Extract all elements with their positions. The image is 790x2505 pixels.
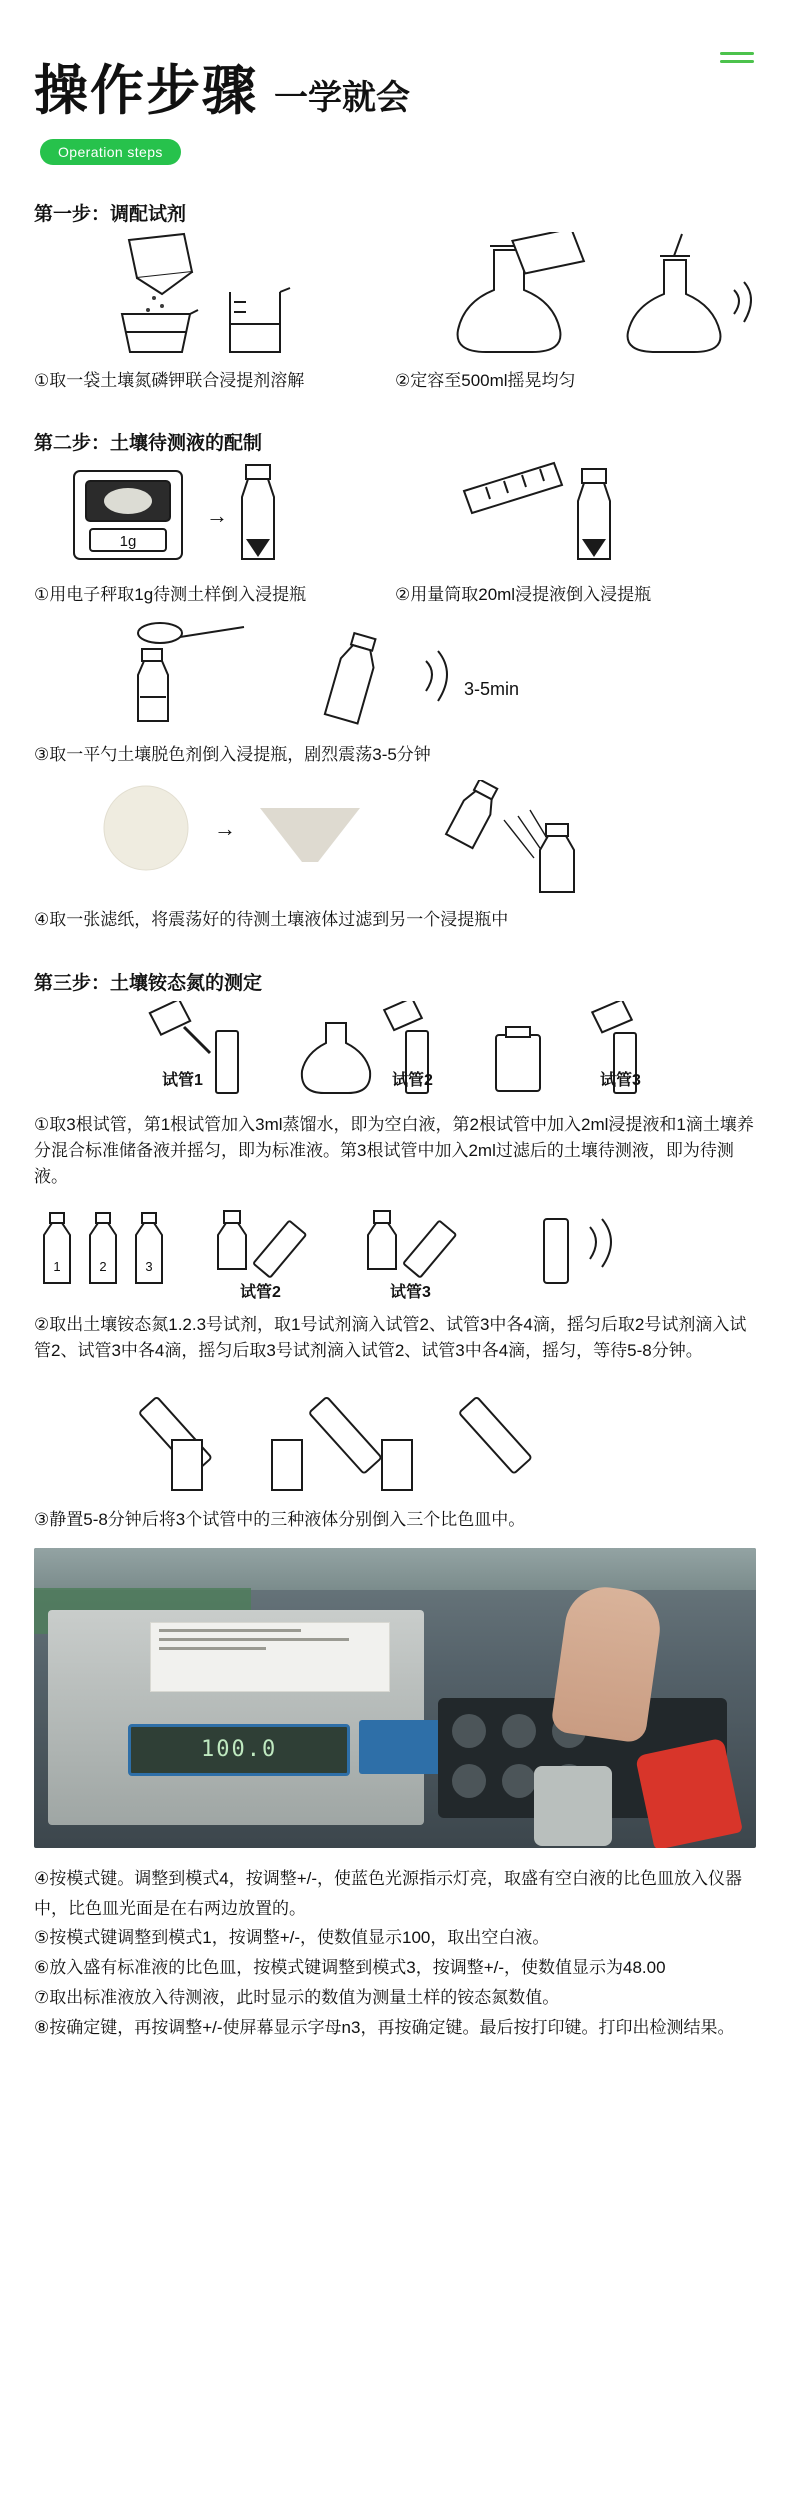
photo-reagent-bottle-gray bbox=[534, 1766, 612, 1846]
step2-figure-a bbox=[34, 461, 756, 576]
step2-caption-4: ④取一张滤纸，将震荡好的待测土壤液体过滤到另一个浸提瓶中 bbox=[34, 910, 509, 930]
step2-illustration-c bbox=[34, 780, 756, 896]
step2-heading: 第二步：土壤待测液的配制 bbox=[34, 432, 263, 454]
final-step-8: ⑧按确定键，再按调整+/-使屏幕显示字母n3，再按确定键。最后按打印键。打印出检测结果。 bbox=[34, 2017, 735, 2037]
step3-illustration-c bbox=[34, 1378, 756, 1496]
final-step-7: ⑦取出标准液放入待测液，此时显示的数值为测量土样的铵态氮数值。 bbox=[34, 1987, 560, 2007]
hamburger-menu-icon[interactable] bbox=[720, 52, 754, 72]
step2-figure-c bbox=[34, 780, 756, 901]
final-steps-list bbox=[34, 1864, 756, 2083]
step2-caption-2: ②用量筒取20ml浸提液倒入浸提瓶 bbox=[395, 584, 652, 604]
step1-figure bbox=[34, 232, 756, 362]
step2-illustration-a bbox=[34, 461, 756, 571]
soil-nutrient-tester-photo bbox=[34, 1548, 756, 1848]
hamburger-line bbox=[720, 60, 754, 63]
svg-text:试管3: 试管3 bbox=[390, 1283, 431, 1301]
step2-figure-b bbox=[34, 621, 756, 736]
page-title bbox=[34, 0, 756, 125]
svg-text:→: → bbox=[214, 816, 236, 842]
svg-text:试管2: 试管2 bbox=[392, 1071, 433, 1089]
hamburger-line bbox=[720, 52, 754, 55]
step3-figure-c bbox=[34, 1378, 756, 1501]
photo-reagent-bottle-red bbox=[635, 1737, 743, 1847]
final-step-5: ⑤按模式键调整到模式1，按调整+/-，使数值显示100，取出空白液。 bbox=[34, 1928, 550, 1948]
final-step-4: ④按模式键。调整到模式4，按调整+/-，使蓝色光源指示灯亮，取盛有空白液的比色皿放入仪器中，比色皿光面是在右两边放置的。 bbox=[34, 1868, 743, 1918]
svg-text:3: 3 bbox=[145, 1258, 153, 1274]
step2-caption-3: ③取一平勺土壤脱色剂倒入浸提瓶，剧烈震荡3-5分钟 bbox=[34, 745, 431, 764]
step1-caption-2: ②定容至500ml摇晃均匀 bbox=[395, 371, 576, 390]
final-step-6: ⑥放入盛有标准液的比色皿，按模式键调整到模式3，按调整+/-，使数值显示为48.00 bbox=[34, 1958, 666, 1977]
step1-caption-1: ①取一袋土壤氮磷钾联合浸提剂溶解 bbox=[34, 371, 305, 390]
step3-illustration-a bbox=[34, 1001, 756, 1101]
step1-illustration bbox=[34, 232, 756, 357]
step2-captions-a bbox=[34, 582, 756, 608]
photo-printed-paper bbox=[150, 1622, 390, 1692]
svg-text:1g: 1g bbox=[119, 532, 137, 550]
photo-lcd-display bbox=[128, 1724, 351, 1776]
step3-figure-b bbox=[34, 1205, 756, 1306]
svg-text:1: 1 bbox=[53, 1258, 61, 1274]
step3-illustration-b bbox=[34, 1205, 756, 1301]
step3-caption-1: ①取3根试管，第1根试管加入3ml蒸馏水，即为空白液，第2根试管中加入2ml浸提液和1滴土壤养分混合标准储备液并摇匀，即为标准液。第3根试管中加入2ml过滤后的土壤待测液，即为待测液。 bbox=[34, 1114, 754, 1187]
svg-text:试管3: 试管3 bbox=[600, 1071, 641, 1089]
operation-steps-badge: Operation steps bbox=[40, 139, 181, 165]
step3-caption-2: ②取出土壤铵态氮1.2.3号试剂，取1号试剂滴入试管2、试管3中各4滴，摇匀后取2号试剂滴入试管2、试管3中各4滴，摇匀后取3号试剂滴入试管2、试管3中各4滴，摇匀，等待5-8分钟。 bbox=[34, 1314, 747, 1361]
svg-text:2: 2 bbox=[99, 1258, 107, 1274]
svg-text:试管1: 试管1 bbox=[162, 1071, 203, 1089]
step1-captions bbox=[34, 368, 756, 394]
display-value: 100.0 bbox=[201, 1737, 278, 1763]
photo-background-wall bbox=[34, 1548, 756, 1590]
step2-illustration-b bbox=[34, 621, 756, 731]
title-main: 操作步骤 bbox=[34, 61, 258, 121]
title-sub: 一学就会 bbox=[274, 79, 410, 117]
svg-text:3-5min: 3-5min bbox=[464, 679, 520, 699]
step3-caption-3: ③静置5-8分钟后将3个试管中的三种液体分别倒入三个比色皿中。 bbox=[34, 1510, 526, 1530]
step2-caption-1: ①用电子秤取1g待测土样倒入浸提瓶 bbox=[34, 584, 307, 604]
svg-text:试管2: 试管2 bbox=[240, 1283, 281, 1301]
step3-heading: 第三步：土壤铵态氮的测定 bbox=[34, 972, 263, 994]
svg-text:→: → bbox=[206, 502, 228, 528]
step1-heading: 第一步：调配试剂 bbox=[34, 204, 187, 225]
step3-figure-a bbox=[34, 1001, 756, 1106]
